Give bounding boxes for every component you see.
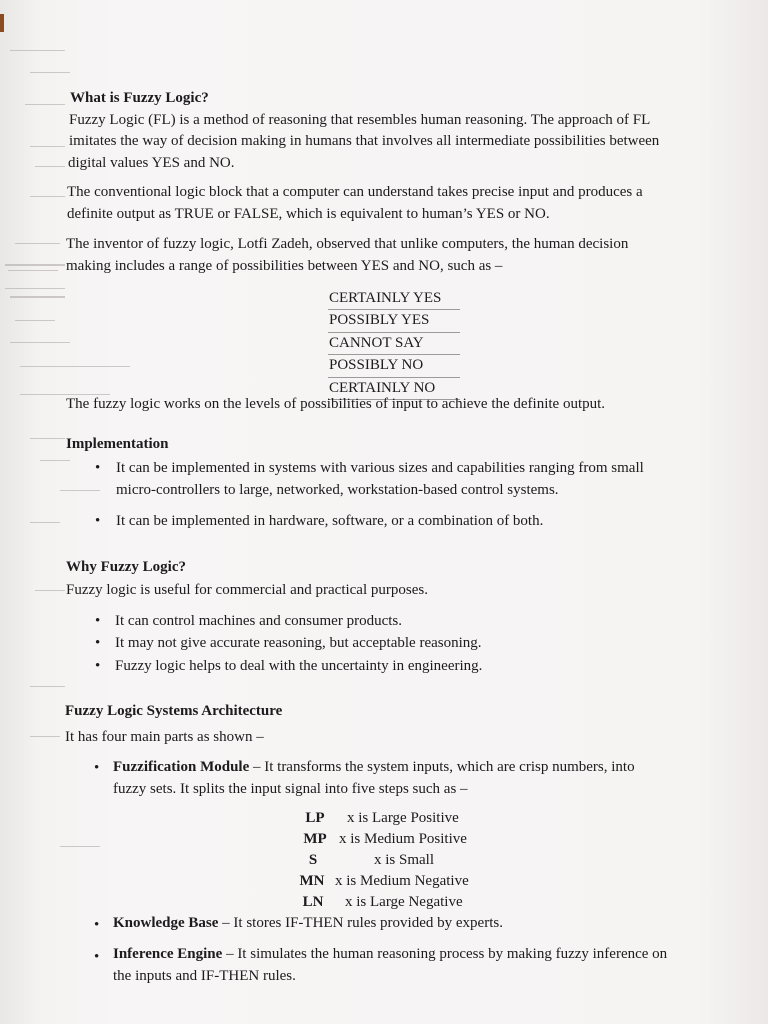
step-abbr: LN xyxy=(302,894,324,910)
knowledge-base-text: – It stores IF-THEN rules provided by experts. xyxy=(218,915,503,931)
impl-bullet1-line1: It can be implemented in systems with various sizes and capabilities ranging from small xyxy=(116,460,644,476)
fuzzification-term: Fuzzification Module xyxy=(113,759,250,775)
fuzzification-line2: fuzzy sets. It splits the input signal into five steps such as – xyxy=(113,781,468,797)
step-desc: x is Small xyxy=(374,852,435,868)
knowledge-base-line xyxy=(113,913,503,933)
what-para2-line1: The conventional logic block that a computer can understand takes precise input and produces a xyxy=(67,184,643,200)
what-para2-line2: definite output as TRUE or FALSE, which is equivalent to human’s YES or NO. xyxy=(67,206,550,222)
bullet-marker: • xyxy=(95,635,101,651)
step-abbr: S xyxy=(308,852,318,868)
why-bullet: It can control machines and consumer products. xyxy=(115,613,402,629)
inference-term: Inference Engine xyxy=(113,946,223,962)
step-desc: x is Large Positive xyxy=(347,810,459,826)
architecture-intro: It has four main parts as shown – xyxy=(65,729,264,745)
possibility-row: POSSIBLY NO xyxy=(328,355,460,377)
what-para1-line2: imitates the way of decision making in humans that involves all intermediate possibilities between xyxy=(69,133,660,149)
step-desc: x is Medium Negative xyxy=(335,873,469,889)
possibility-row: CERTAINLY YES xyxy=(328,288,460,310)
possibilities-table xyxy=(328,288,460,400)
step-abbr: MP xyxy=(303,831,327,847)
possibility-row: POSSIBLY YES xyxy=(328,310,460,332)
impl-bullet1-line2: micro-controllers to large, networked, workstation-based control systems. xyxy=(116,482,559,498)
what-para1-line3: digital values YES and NO. xyxy=(68,155,235,171)
bullet-marker: • xyxy=(95,460,101,476)
inference-line2: the inputs and IF-THEN rules. xyxy=(113,968,296,984)
heading-why-fuzzy-logic: Why Fuzzy Logic? xyxy=(66,559,186,575)
what-para3-line1: The inventor of fuzzy logic, Lotfi Zadeh, observed that unlike computers, the human decision xyxy=(66,236,629,252)
why-intro: Fuzzy logic is useful for commercial and practical purposes. xyxy=(66,582,428,598)
bullet-marker: • xyxy=(94,760,100,776)
inference-line1 xyxy=(113,944,667,964)
step-desc: x is Medium Positive xyxy=(339,831,467,847)
bullet-marker: • xyxy=(95,613,101,629)
bullet-marker: • xyxy=(94,949,100,965)
fuzzification-text1: – It transforms the system inputs, which are crisp numbers, into xyxy=(249,759,635,775)
possibility-row: CERTAINLY NO xyxy=(328,378,460,400)
fuzzification-line1 xyxy=(113,757,635,777)
why-bullet: It may not give accurate reasoning, but acceptable reasoning. xyxy=(115,635,482,651)
step-abbr: MN xyxy=(299,873,325,889)
why-bullet: Fuzzy logic helps to deal with the uncertainty in engineering. xyxy=(115,658,483,674)
possibility-row: CANNOT SAY xyxy=(328,333,460,355)
heading-architecture: Fuzzy Logic Systems Architecture xyxy=(65,703,283,719)
knowledge-base-term: Knowledge Base xyxy=(113,915,219,931)
heading-what-is-fuzzy-logic: What is Fuzzy Logic? xyxy=(70,90,209,106)
inference-text1: – It simulates the human reasoning process by making fuzzy inference on xyxy=(222,946,668,962)
heading-implementation: Implementation xyxy=(66,436,169,452)
what-para3-line2: making includes a range of possibilities between YES and NO, such as – xyxy=(66,258,503,274)
impl-bullet2: It can be implemented in hardware, software, or a combination of both. xyxy=(116,513,544,529)
what-para4: The fuzzy logic works on the levels of possibilities of input to achieve the definite output. xyxy=(66,396,606,412)
bullet-marker: • xyxy=(94,917,100,933)
bullet-marker: • xyxy=(95,513,101,529)
bullet-marker: • xyxy=(95,658,101,674)
step-desc: x is Large Negative xyxy=(345,894,463,910)
what-para1-line1: Fuzzy Logic (FL) is a method of reasoning that resembles human reasoning. The approach of FL xyxy=(69,112,651,128)
step-abbr: LP xyxy=(305,810,325,826)
